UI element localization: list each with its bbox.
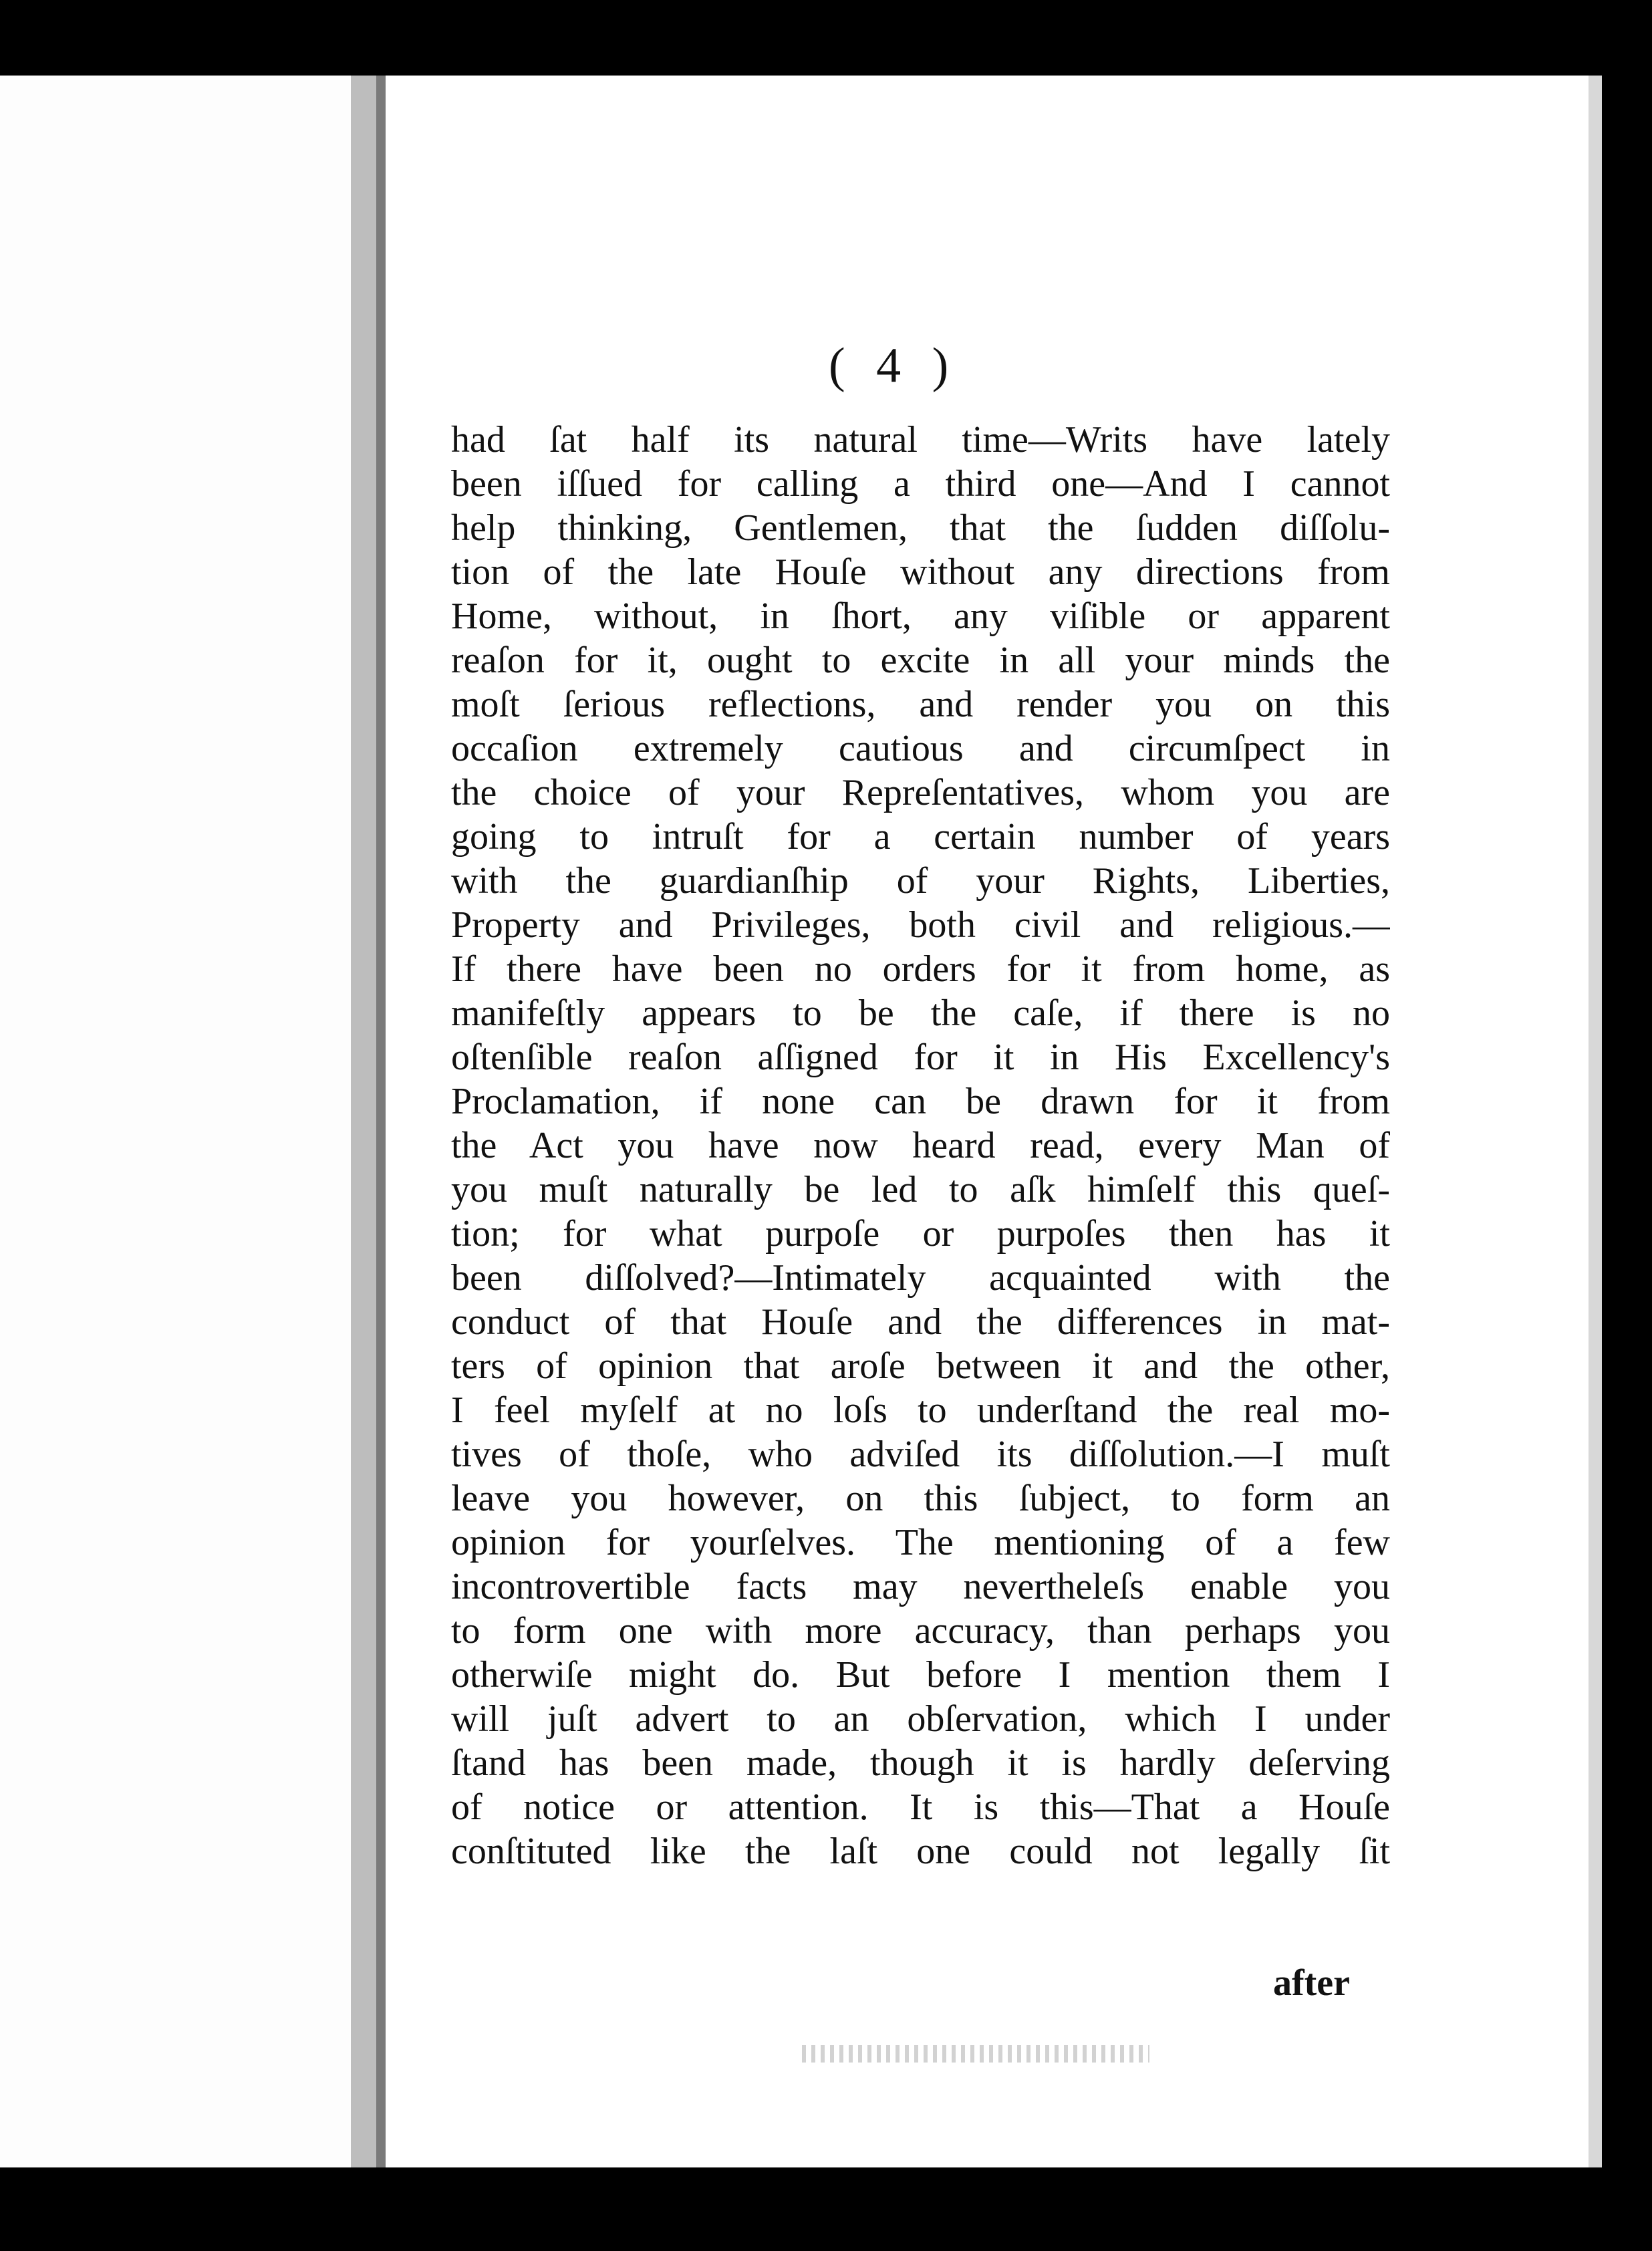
page-edge (1589, 76, 1602, 2167)
text-line: with the guardianſhip of your Rights, Liberties, (451, 860, 1390, 902)
left-blank-page (0, 76, 351, 2167)
page-number: ( 4 ) (829, 338, 958, 393)
text-line: Home, without, in ſhort, any viſible or apparent (451, 595, 1390, 637)
text-line: tives of thoſe, who adviſed its diſſolution.—I muſt (451, 1434, 1390, 1475)
text-line: help thinking, Gentlemen, that the ſudden diſſolu- (451, 507, 1390, 549)
text-line: had ſat half its natural time—Writs have lately (451, 419, 1390, 460)
gutter-shadow (376, 76, 386, 2167)
text-line: I feel myſelf at no loſs to underſtand the real mo- (451, 1389, 1390, 1431)
ink-smudge (802, 2045, 1149, 2063)
text-line: to form one with more accuracy, than perhaps you (451, 1610, 1390, 1651)
text-line: reaſon for it, ought to excite in all your minds the (451, 640, 1390, 681)
text-line: conduct of that Houſe and the differences in mat- (451, 1301, 1390, 1343)
text-line: the choice of your Repreſentatives, whom you are (451, 772, 1390, 813)
text-line: tion; for what purpoſe or purpoſes then has it (451, 1213, 1390, 1254)
text-line: Proclamation, if none can be drawn for it from (451, 1081, 1390, 1122)
text-line: tion of the late Houſe without any directions from (451, 551, 1390, 593)
text-line: you muſt naturally be led to aſk himſelf this queſ- (451, 1169, 1390, 1210)
text-line: been diſſolved?—Intimately acquainted with the (451, 1257, 1390, 1299)
text-line: moſt ſerious reflections, and render you on this (451, 684, 1390, 725)
text-line: If there have been no orders for it from home, as (451, 948, 1390, 990)
text-line: ters of opinion that aroſe between it and the other, (451, 1345, 1390, 1387)
text-line: oſtenſible reaſon aſſigned for it in His Excellency's (451, 1037, 1390, 1078)
text-line: manifeſtly appears to be the caſe, if there is no (451, 992, 1390, 1034)
body-text (451, 418, 1390, 1873)
text-line: ſtand has been made, though it is hardly deſerving (451, 1742, 1390, 1784)
text-line: of notice or attention. It is this—That a Houſe (451, 1786, 1390, 1828)
text-line: occaſion extremely cautious and circumſpect in (451, 728, 1390, 769)
text-line: otherwiſe might do. But before I mention them I (451, 1654, 1390, 1696)
book-gutter (351, 76, 376, 2167)
text-line: conſtituted like the laſt one could not legally ſit (451, 1831, 1390, 1872)
text-line: been iſſued for calling a third one—And I cannot (451, 463, 1390, 505)
text-line: going to intruſt for a certain number of years (451, 816, 1390, 857)
text-line: Property and Privileges, both civil and religious.— (451, 904, 1390, 946)
text-line: opinion for yourſelves. The mentioning of a few (451, 1522, 1390, 1563)
text-line: will juſt advert to an obſervation, which I under (451, 1698, 1390, 1740)
catchword: after (1273, 1962, 1351, 2004)
text-line: the Act you have now heard read, every Man of (451, 1125, 1390, 1166)
text-line: incontrovertible facts may nevertheleſs enable you (451, 1566, 1390, 1607)
text-line: leave you however, on this ſubject, to form an (451, 1478, 1390, 1519)
